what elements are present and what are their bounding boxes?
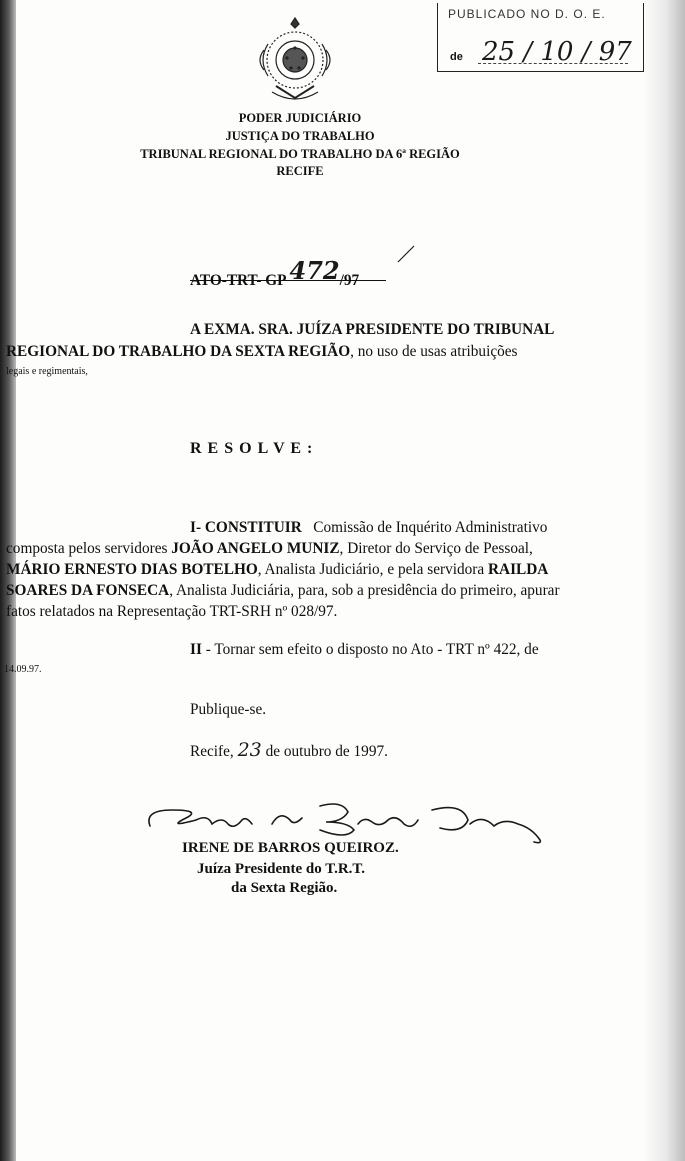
court-name: REGIONAL DO TRABALHO DA SEXTA REGIÃO bbox=[6, 343, 351, 360]
stamp-de-label: de bbox=[450, 51, 463, 63]
scan-right-edge bbox=[643, 0, 685, 1161]
item-1-line-2-c: , Diretor do Serviço de Pessoal, bbox=[339, 540, 533, 557]
day-handwritten: 23 bbox=[237, 739, 262, 761]
item-2-line-2: 14.09.97. bbox=[4, 664, 42, 675]
stamp-date-handwritten: 25 / 10 / 97 bbox=[482, 37, 632, 67]
publication-stamp bbox=[437, 3, 644, 72]
item-1-line-3 bbox=[6, 561, 548, 579]
header-line-2: JUSTIÇA DO TRABALHO bbox=[225, 129, 375, 143]
header-line-3: TRIBUNAL REGIONAL DO TRABALHO DA 6ª REGIÃO bbox=[140, 147, 460, 161]
stamp-date-line bbox=[478, 63, 628, 64]
date-rest: de outubro de 1997. bbox=[261, 743, 388, 760]
preamble-line-1: A EXMA. SRA. JUÍZA PRESIDENTE DO TRIBUNAL bbox=[190, 321, 555, 338]
preamble-line-2 bbox=[6, 343, 518, 361]
item-1-line-3-b: , Analista Judiciário, e pela servidora bbox=[257, 561, 488, 578]
signatory-title-1: Juíza Presidente do T.R.T. bbox=[197, 861, 366, 877]
header-line-4: RECIFE bbox=[276, 164, 324, 178]
scan-left-edge bbox=[0, 0, 16, 1161]
servant-name-3-rest: SOARES DA FONSECA bbox=[6, 582, 170, 599]
coat-of-arms-icon bbox=[254, 14, 336, 106]
item-1-line-5: fatos relatados na Representação TRT-SRH nº 028/97. bbox=[6, 603, 338, 620]
item-1-line-2-a: composta pelos servidores bbox=[6, 540, 172, 557]
item-1-line-4-b: , Analista Judiciária, para, sob a presidência do primeiro, apurar bbox=[169, 582, 560, 599]
item-2-text: - Tornar sem efeito o disposto no Ato - TRT nº 422, de bbox=[201, 641, 539, 658]
pen-mark-icon bbox=[396, 244, 416, 264]
stamp-label: PUBLICADO NO D. O. E. bbox=[448, 7, 606, 21]
resolve-heading: R E S O L V E : bbox=[190, 440, 314, 457]
item-1-heading: I- CONSTITUIR bbox=[190, 519, 302, 536]
signatory-name: IRENE DE BARROS QUEIROZ. bbox=[182, 840, 399, 856]
servant-name-1: JOÃO ANGELO MUNIZ bbox=[171, 540, 340, 557]
act-underline bbox=[190, 280, 386, 281]
item-1-line-2 bbox=[6, 540, 533, 558]
act-number bbox=[190, 256, 360, 291]
item-2-line-1 bbox=[190, 641, 539, 659]
item-2-heading: II bbox=[190, 641, 202, 658]
act-number-handwritten: 472 bbox=[289, 256, 340, 285]
signatory-title-2: da Sexta Região. bbox=[231, 880, 338, 896]
preamble-line-2-rest: , no uso de usas atribuições bbox=[350, 343, 518, 360]
date-line bbox=[190, 739, 388, 761]
item-1-line-4 bbox=[6, 582, 560, 600]
header-line-1: PODER JUDICIÁRIO bbox=[238, 111, 362, 125]
preamble-line-3: legais e regimentais, bbox=[6, 366, 88, 377]
city: Recife, bbox=[190, 743, 234, 760]
item-1-line-1 bbox=[190, 519, 547, 537]
item-1-line-1-rest: Comissão de Inquérito Administrativo bbox=[313, 519, 548, 536]
act-suffix: /97 bbox=[339, 272, 360, 289]
servant-name-2: MÁRIO ERNESTO DIAS BOTELHO bbox=[6, 561, 258, 578]
servant-name-3-first: RAILDA bbox=[487, 561, 549, 578]
act-prefix: ATO-TRT- GP bbox=[190, 272, 286, 289]
publique-se: Publique-se. bbox=[190, 701, 267, 718]
